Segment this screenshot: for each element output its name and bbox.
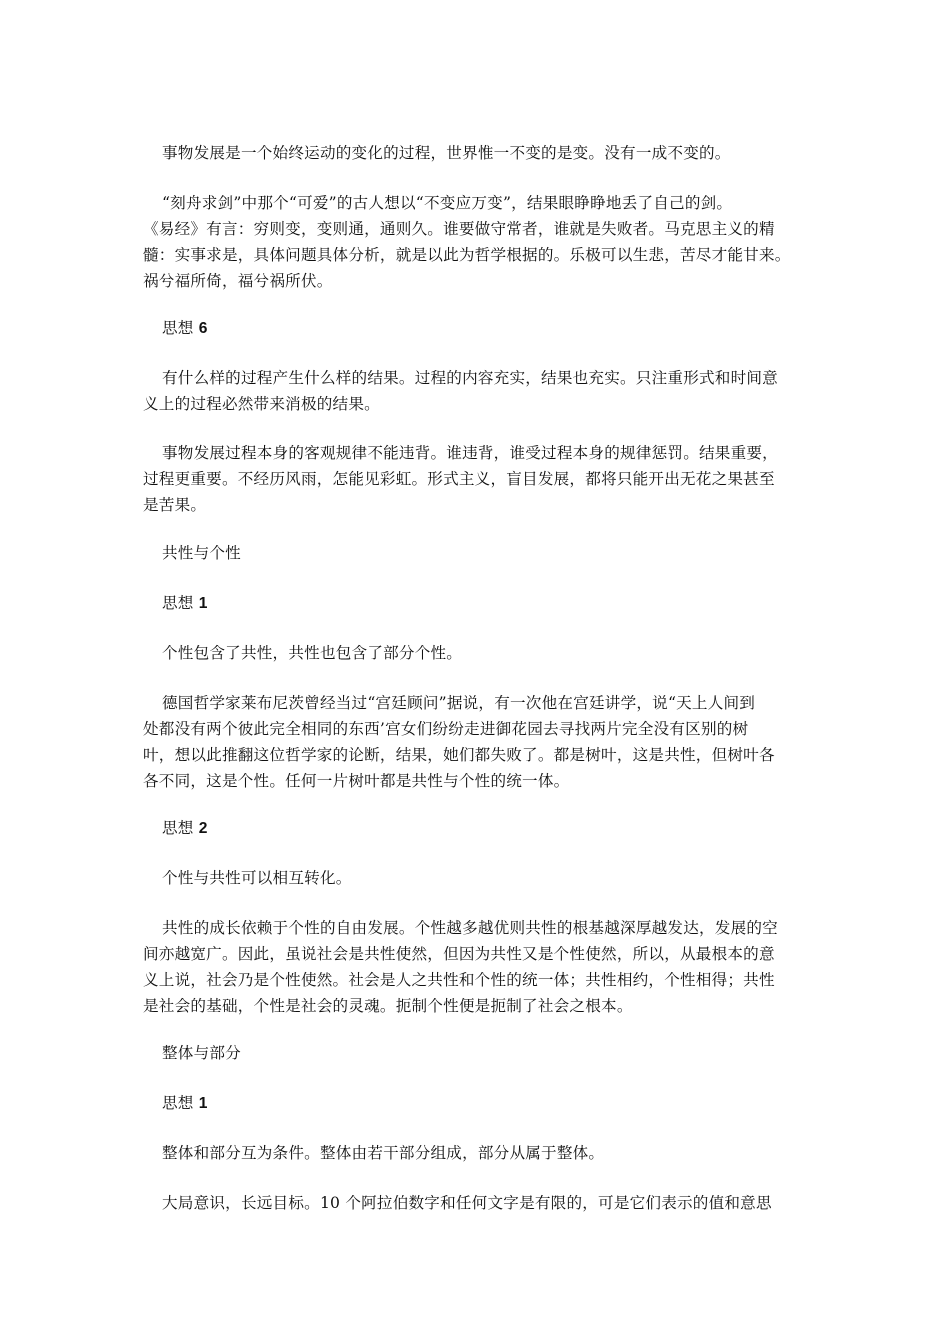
paragraph-line: “刻舟求剑”中那个“可爱”的古人想以“不变应万变”，结果眼睁睁地丢了自己的剑。 — [162, 194, 733, 212]
paragraph-line: 义上的过程必然带来消极的结果。 — [143, 395, 380, 413]
paragraph-line: 义上说，社会乃是个性使然。社会是人之共性和个性的统一体；共性相约，个性相得；共性 — [143, 971, 775, 989]
paragraph-line: 共性的成长依赖于个性的自由发展。个性越多越优则共性的根基越深厚越发达，发展的空 — [162, 919, 778, 937]
heading-number: 6 — [198, 320, 208, 337]
paragraph-line: 叶，想以此推翻这位哲学家的论断，结果，她们都失败了。都是树叶，这是共性，但树叶各 — [143, 746, 775, 764]
heading-thought-1 — [162, 590, 208, 617]
paragraph-line: 《易经》有言：穷则变，变则通，通则久。谁要做守常者，谁就是失败者。马克思主义的精 — [143, 220, 775, 238]
heading-thought-2 — [162, 815, 208, 842]
section-commonality-individuality — [162, 540, 241, 566]
paragraph-individuality-contains — [143, 640, 809, 666]
paragraph-line: 事物发展是一个始终运动的变化的过程，世界惟一不变的是变。没有一成不变的。 — [162, 144, 731, 162]
heading-text: 思想 — [162, 594, 194, 612]
paragraph-line: 过程更重要。不经历风雨，怎能见彩虹。形式主义，盲目发展，都将只能开出无花之果甚至 — [143, 470, 775, 488]
paragraph-process-result — [143, 365, 809, 417]
paragraph-line: 大局意识，长远目标。10 个阿拉伯数字和任何文字是有限的，可是它们表示的值和意思 — [162, 1194, 772, 1212]
heading-thought-1-b — [162, 1090, 208, 1117]
heading-text: 思想 — [162, 319, 194, 337]
paragraph-line: 事物发展过程本身的客观规律不能违背。谁违背，谁受过程本身的规律惩罚。结果重要， — [162, 444, 778, 462]
paragraph-line: 个性与共性可以相互转化。 — [162, 869, 352, 887]
paragraph-mutual-transform — [143, 865, 809, 891]
paragraph-line: 德国哲学家莱布尼茨曾经当过“宫廷顾问”据说，有一次他在宫廷讲学，说“天上人间到 — [162, 694, 756, 712]
paragraph-line: 个性包含了共性，共性也包含了部分个性。 — [162, 644, 463, 662]
section-title: 共性与个性 — [162, 544, 241, 562]
paragraph-line: 有什么样的过程产生什么样的结果。过程的内容充实，结果也充实。只注重形式和时间意 — [162, 369, 778, 387]
heading-thought-6 — [162, 315, 208, 342]
heading-number: 2 — [198, 820, 208, 837]
paragraph-big-picture — [143, 1190, 809, 1216]
paragraph-line: 间亦越宽广。因此，虽说社会是共性使然，但因为共性又是个性使然，所以，从最根本的意 — [143, 945, 775, 963]
heading-number: 1 — [198, 1095, 208, 1112]
paragraph-line: 处都没有两个彼此完全相同的东西’宫女们纷纷走进御花园去寻找两片完全没有区别的树 — [143, 720, 749, 738]
paragraph-growth-of-commonality — [143, 915, 809, 1019]
paragraph-line: 是社会的基础，个性是社会的灵魂。扼制个性便是扼制了社会之根本。 — [143, 997, 633, 1015]
heading-text: 思想 — [162, 819, 194, 837]
paragraph-line: 祸兮福所倚，福兮祸所伏。 — [143, 272, 333, 290]
paragraph-line: 各不同，这是个性。任何一片树叶都是共性与个性的统一体。 — [143, 772, 570, 790]
paragraph-line: 髓：实事求是，具体问题具体分析，就是以此为哲学根据的。乐极可以生悲，苦尽才能甘来。 — [143, 246, 791, 264]
paragraph-whole-part-condition — [143, 1140, 809, 1166]
paragraph-carve-boat — [143, 190, 809, 294]
paragraph-objective-law — [143, 440, 809, 518]
section-whole-and-part — [162, 1040, 241, 1066]
heading-number: 1 — [198, 595, 208, 612]
paragraph-line: 整体和部分互为条件。整体由若干部分组成，部分从属于整体。 — [162, 1144, 605, 1162]
paragraph-change — [143, 140, 809, 166]
paragraph-leibniz — [143, 690, 809, 794]
section-title: 整体与部分 — [162, 1044, 241, 1062]
heading-text: 思想 — [162, 1094, 194, 1112]
paragraph-line: 是苦果。 — [143, 496, 207, 514]
